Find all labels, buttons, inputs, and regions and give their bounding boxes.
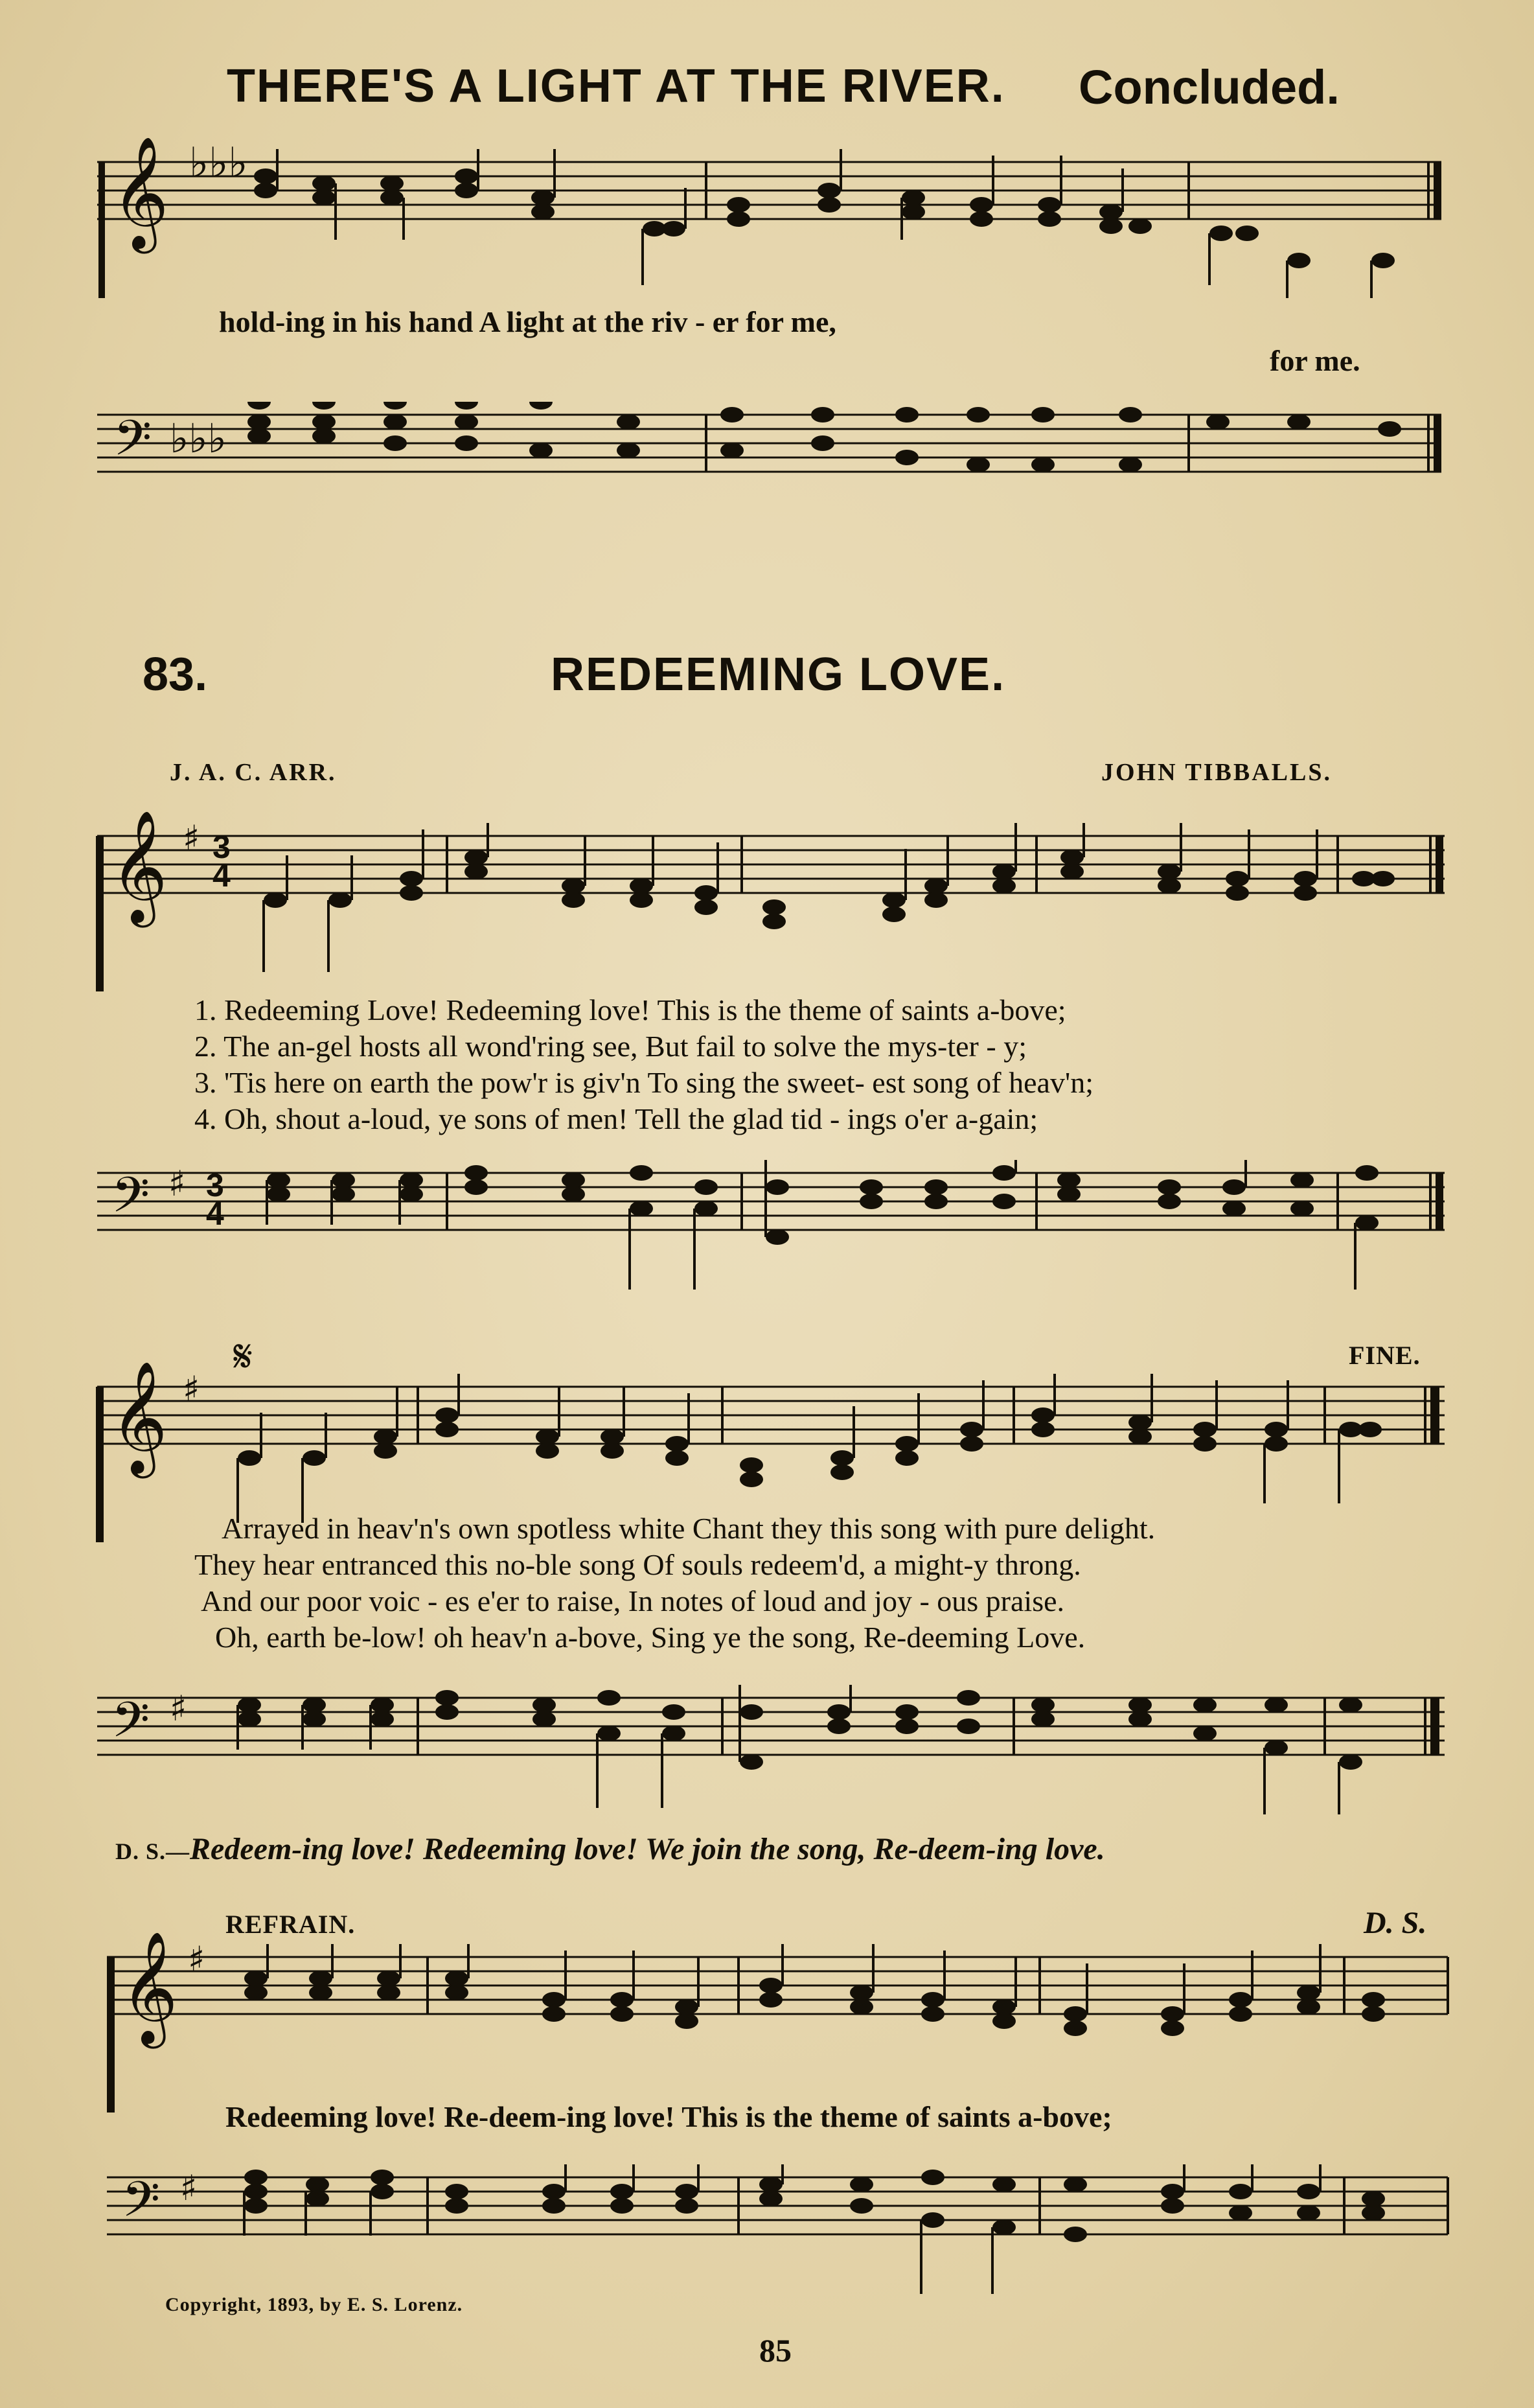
stanza-b-block <box>194 1511 1458 1667</box>
page-number: 85 <box>759 2332 792 2368</box>
bass-clef-icon: 𝄢 <box>113 410 152 479</box>
concluded-lyric-echo: for me. <box>1270 344 1360 377</box>
ds-prefix: D. S.— <box>115 1838 190 1864</box>
bass-clef-icon: 𝄢 <box>111 1166 150 1236</box>
ds-line <box>115 1831 1105 1867</box>
refrain-bass-staff <box>0 2164 1534 2313</box>
stanza-b-line-4: Oh, earth be-low! oh heav'n a-bove, Sing ye the song, Re-deeming Love. <box>215 1621 1086 1654</box>
treble-clef-icon: 𝄞 <box>110 1361 168 1474</box>
hymn-title-text: REDEEMING LOVE. <box>551 649 1006 700</box>
sharp-key-signature-icon: ♯ <box>168 1163 186 1204</box>
flat-key-signature-icon: ♭♭♭ <box>170 415 227 462</box>
flat-key-signature-icon: ♭♭♭ <box>189 139 248 187</box>
sharp-key-signature-icon: ♯ <box>183 818 200 859</box>
hymn-number: 83. <box>143 649 208 700</box>
refrain-treble-staff <box>0 1944 1534 2113</box>
concluded-suffix: Concluded. <box>1079 60 1340 114</box>
ds-text: Redeem-ing love! Redeeming love! We join the song, Re-deem-ing love. <box>190 1832 1105 1866</box>
stanza-a-line-3: 3. 'Tis here on earth the pow'r is giv'n To sing the sweet- est song of heav'n; <box>194 1066 1094 1099</box>
ds-label: D. S. <box>1364 1906 1427 1940</box>
concluded-treble-notes <box>0 149 1534 298</box>
music-credit: JOHN TIBBALLS. <box>1101 759 1332 786</box>
stanza-a-block <box>194 993 1458 1148</box>
sharp-key-signature-icon: ♯ <box>180 2168 198 2208</box>
treble-clef-icon: 𝄞 <box>110 810 168 923</box>
stanza-b-line-1: Arrayed in heav'n's own spotless white Chant they this song with pure delight. <box>222 1512 1156 1545</box>
stanza-a-line-1: 1. Redeeming Love! Redeeming love! This is the theme of saints a-bove; <box>194 993 1066 1026</box>
copyright-notice: Copyright, 1893, by E. S. Lorenz. <box>165 2294 463 2315</box>
words-credit: J. A. C. ARR. <box>170 759 337 786</box>
stanza-b-line-2: They hear entranced this no-ble song Of souls redeem'd, a might-y throng. <box>194 1548 1081 1581</box>
system2-bass-staff <box>0 1685 1534 1834</box>
treble-clef-icon: 𝄞 <box>120 1931 178 2044</box>
hymn-title <box>551 648 1005 701</box>
sharp-key-signature-icon: ♯ <box>170 1688 187 1729</box>
system1-bass-staff <box>0 1160 1534 1309</box>
fine-label: FINE. <box>1349 1341 1421 1370</box>
refrain-label: REFRAIN. <box>225 1910 356 1939</box>
time-signature-top: 3 <box>212 829 231 865</box>
concluded-lyric-main: hold-ing in his hand A light at the riv - er for me, <box>219 305 836 338</box>
concluded-title-text: THERE'S A LIGHT AT THE RIVER. <box>227 60 1005 112</box>
bass-clef-icon: 𝄢 <box>111 1691 150 1761</box>
bass-clef-icon: 𝄢 <box>122 2171 161 2240</box>
time-signature-top: 3 <box>206 1167 224 1203</box>
treble-clef-icon: 𝄞 <box>111 136 169 249</box>
time-signature-bottom: 4 <box>212 857 231 894</box>
concluded-title <box>227 60 1005 113</box>
sharp-key-signature-icon: ♯ <box>183 1369 200 1409</box>
stanza-b-line-3: And our poor voic - es e'er to raise, In notes of loud and joy - ous praise. <box>201 1584 1065 1617</box>
stanza-a-line-2: 2. The an-gel hosts all wond'ring see, But fail to solve the mys-ter - y; <box>194 1030 1027 1063</box>
stanza-a-line-4: 4. Oh, shout a-loud, ye sons of men! Tell the glad tid - ings o'er a-gain; <box>194 1102 1038 1135</box>
concluded-bass-staff <box>0 402 1534 531</box>
refrain-lyric: Redeeming love! Re-deem-ing love! This is the theme of saints a-bove; <box>225 2100 1112 2133</box>
segno-icon: 𝄋 <box>233 1330 253 1383</box>
time-signature-bottom: 4 <box>206 1196 224 1232</box>
sharp-key-signature-icon: ♯ <box>188 1939 205 1980</box>
